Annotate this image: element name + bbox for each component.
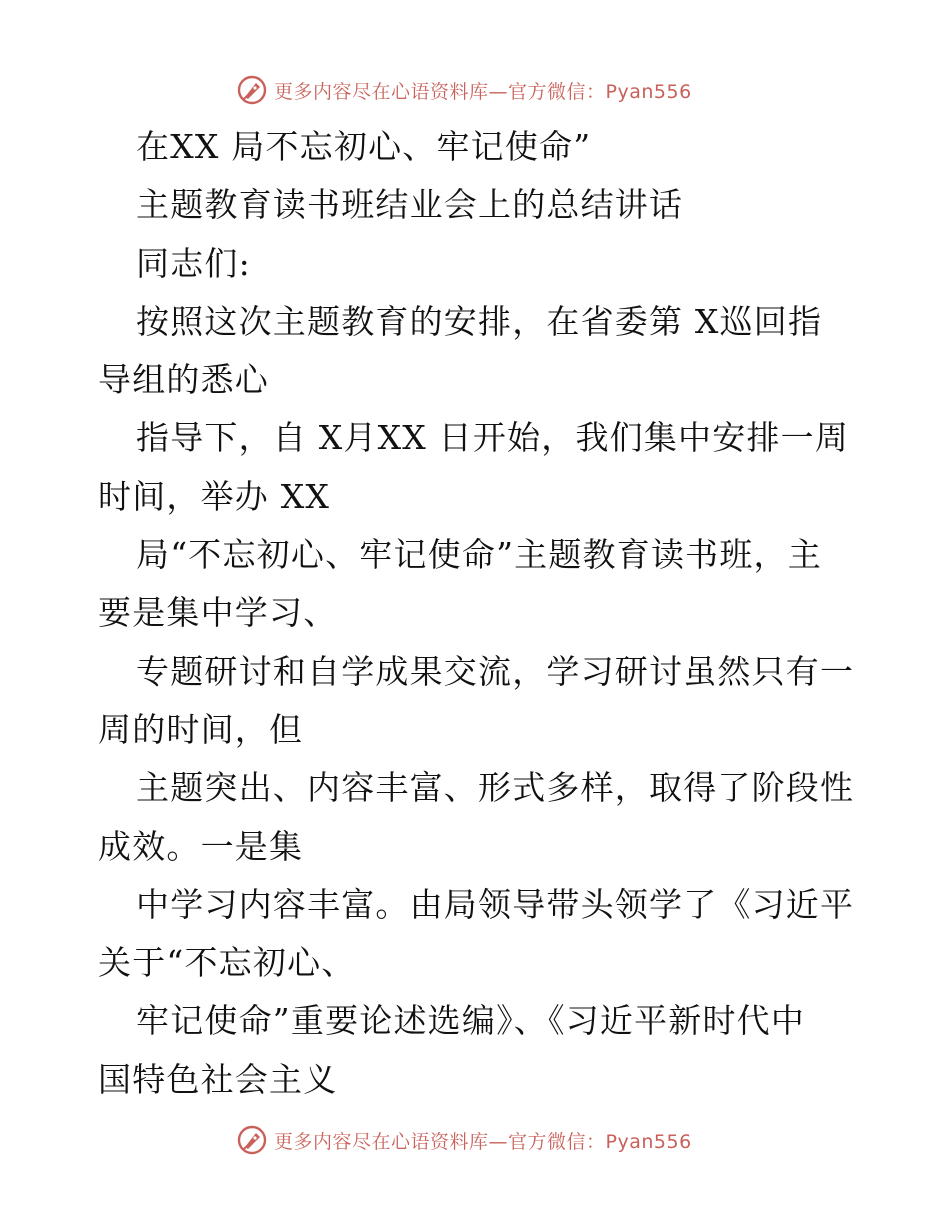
paragraph-line: 要是集中学习、 <box>98 593 338 633</box>
watermark-text: 更多内容尽在心语资料库—官方微信：Pyan556 <box>274 80 692 103</box>
paragraph-line: 专题研讨和自学成果交流，学习研讨虽然只有一 <box>136 651 855 691</box>
paragraph-line: 周的时间，但 <box>98 709 304 749</box>
watermark-text: 更多内容尽在心语资料库—官方微信：Pyan556 <box>274 1130 692 1153</box>
paragraph-line: 主题突出、内容丰富、形式多样，取得了阶段性 <box>136 768 855 808</box>
paragraph-line: 按照这次主题教育的安排，在省委第 X巡回指 <box>136 301 823 341</box>
pen-nib-logo-icon <box>236 74 268 106</box>
footer-watermark <box>236 1123 692 1157</box>
salutation: 同志们: <box>136 243 251 283</box>
pen-nib-logo-icon <box>236 1124 268 1156</box>
paragraph-line: 成效。一是集 <box>98 826 304 866</box>
header-watermark <box>236 73 692 107</box>
paragraph-line: 中学习内容丰富。由局领导带头领学了《习近平 <box>136 884 855 924</box>
paragraph-line: 时间，举办 XX <box>98 476 331 516</box>
document-body <box>98 118 858 1109</box>
paragraph-line: 导组的悉心 <box>98 360 269 400</box>
paragraph-line: 国特色社会主义 <box>98 1059 338 1099</box>
title-line-2: 主题教育读书班结业会上的总结讲话 <box>136 185 684 225</box>
paragraph-line: 局“不忘初心、牢记使命”主题教育读书班，主 <box>136 535 822 575</box>
paragraph-line: 指导下，自 X月XX 日开始，我们集中安排一周 <box>136 418 850 458</box>
paragraph-line: 关于“不忘初心、 <box>98 943 356 983</box>
paragraph-line: 牢记使命”重要论述选编》、《习近平新时代中 <box>136 1001 806 1041</box>
title-line-1: 在XX 局不忘初心、牢记使命” <box>136 127 592 166</box>
